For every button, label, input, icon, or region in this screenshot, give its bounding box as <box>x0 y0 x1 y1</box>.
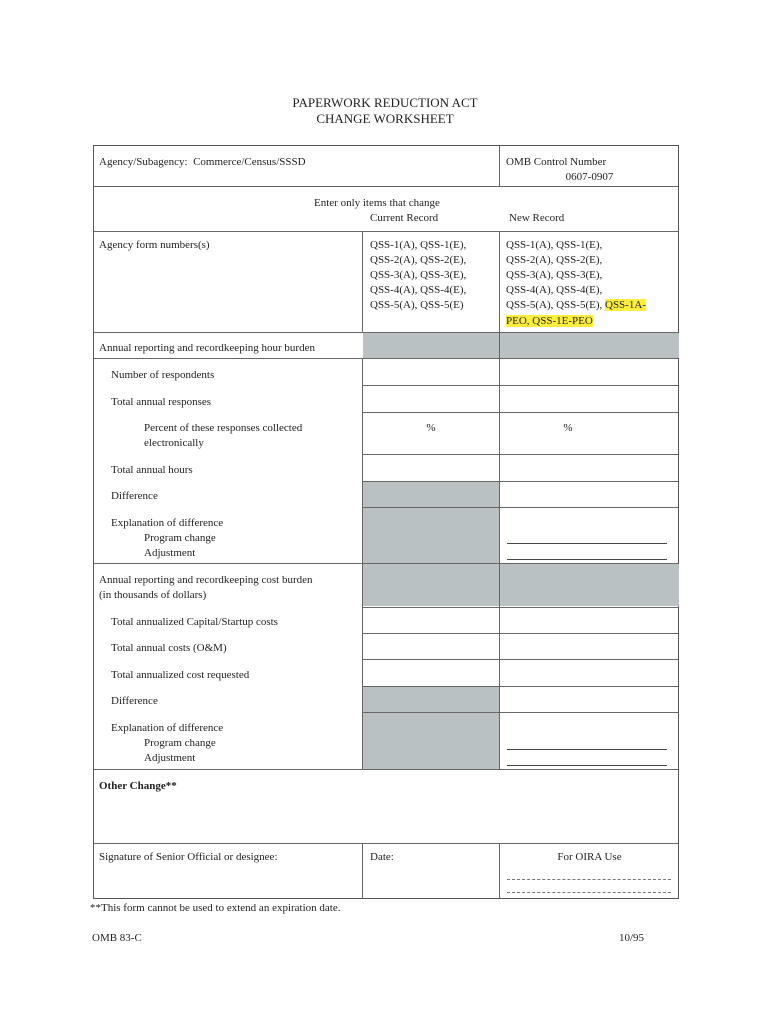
cost-requested-label: Total annualized cost requested <box>111 669 250 681</box>
percent-electronic-label-2: electronically <box>144 437 204 449</box>
agency-field <box>99 155 306 170</box>
shade-cost-new <box>500 564 679 606</box>
form-numbers-new-5-highlight: QSS-1A- <box>605 299 646 311</box>
omb-control-label: OMB Control Number <box>506 156 607 168</box>
hour-burden-heading: Annual reporting and recordkeeping hour burden <box>99 342 315 354</box>
footnote: **This form cannot be used to extend an expiration date. <box>90 902 341 914</box>
omb-control-number: 0607-0907 <box>565 171 614 183</box>
hour-program-change-blank[interactable] <box>507 543 667 544</box>
oira-line-2 <box>507 892 671 893</box>
form-numbers-new-3: QSS-3(A), QSS-3(E), <box>506 269 603 281</box>
form-numbers-new-6-highlight: PEO, QSS-1E-PEO <box>506 315 593 327</box>
om-costs-label: Total annual costs (O&M) <box>111 642 227 654</box>
hour-program-change-label: Program change <box>144 532 216 544</box>
doc-title-line1: PAPERWORK REDUCTION ACT <box>292 95 478 110</box>
cost-adjustment-blank[interactable] <box>507 765 667 766</box>
total-hours-label: Total annual hours <box>111 464 193 476</box>
hour-explanation-label: Explanation of difference <box>111 517 224 529</box>
cost-adjustment-label: Adjustment <box>144 752 196 764</box>
column-new-record: New Record <box>509 212 565 224</box>
responses-label: Total annual responses <box>111 396 212 408</box>
form-numbers-new-6 <box>506 314 593 329</box>
cost-difference-label: Difference <box>111 695 158 707</box>
form-numbers-label: Agency form numbers(s) <box>99 239 210 251</box>
agency-value: Commerce/Census/SSSD <box>193 156 306 168</box>
shade-explanation-cost-current <box>363 713 499 769</box>
form-date: 10/95 <box>619 932 645 944</box>
agency-label: Agency/Subagency: <box>99 156 188 168</box>
cost-program-change-label: Program change <box>144 737 216 749</box>
form-numbers-current-3: QSS-3(A), QSS-3(E), <box>370 269 467 281</box>
form-numbers-new-1: QSS-1(A), QSS-1(E), <box>506 239 603 251</box>
signature-label: Signature of Senior Official or designee: <box>99 851 278 863</box>
form-numbers-current-4: QSS-4(A), QSS-4(E), <box>370 284 467 296</box>
form-numbers-new-5-plain: QSS-5(A), QSS-5(E), <box>506 299 605 311</box>
hour-difference-label: Difference <box>111 490 158 502</box>
respondents-label: Number of respondents <box>111 369 215 381</box>
cost-explanation-label: Explanation of difference <box>111 722 224 734</box>
shade-hour-current <box>363 333 499 358</box>
form-numbers-current-5: QSS-5(A), QSS-5(E) <box>370 299 464 311</box>
column-current-record: Current Record <box>370 212 439 224</box>
cost-burden-heading-2: (in thousands of dollars) <box>99 589 207 601</box>
form-numbers-new-2: QSS-2(A), QSS-2(E), <box>506 254 603 266</box>
form-numbers-current-1: QSS-1(A), QSS-1(E), <box>370 239 467 251</box>
form-numbers-new-4: QSS-4(A), QSS-4(E), <box>506 284 603 296</box>
shade-difference-cost-current <box>363 687 499 712</box>
capital-costs-label: Total annualized Capital/Startup costs <box>111 616 278 628</box>
shade-explanation-hours-current <box>363 508 499 563</box>
form-numbers-new-5 <box>506 298 646 313</box>
shade-hour-new <box>500 333 679 358</box>
other-change-label: Other Change** <box>99 780 177 792</box>
percent-new: % <box>563 422 573 434</box>
column-instruction: Enter only items that change <box>314 197 440 209</box>
percent-current: % <box>426 422 436 434</box>
cost-program-change-blank[interactable] <box>507 749 667 750</box>
form-id: OMB 83-C <box>92 932 142 944</box>
percent-electronic-label-1: Percent of these responses collected <box>144 422 303 434</box>
shade-difference-hours-current <box>363 482 499 507</box>
change-worksheet-form <box>93 145 679 899</box>
doc-title-line2: CHANGE WORKSHEET <box>316 111 454 126</box>
oira-line-1 <box>507 879 671 880</box>
hour-adjustment-blank[interactable] <box>507 559 667 560</box>
shade-cost-current <box>363 564 499 606</box>
form-numbers-current-2: QSS-2(A), QSS-2(E), <box>370 254 467 266</box>
hour-adjustment-label: Adjustment <box>144 547 196 559</box>
date-label: Date: <box>370 851 394 863</box>
cost-burden-heading-1: Annual reporting and recordkeeping cost burden <box>99 574 313 586</box>
oira-use-label: For OIRA Use <box>557 851 622 863</box>
